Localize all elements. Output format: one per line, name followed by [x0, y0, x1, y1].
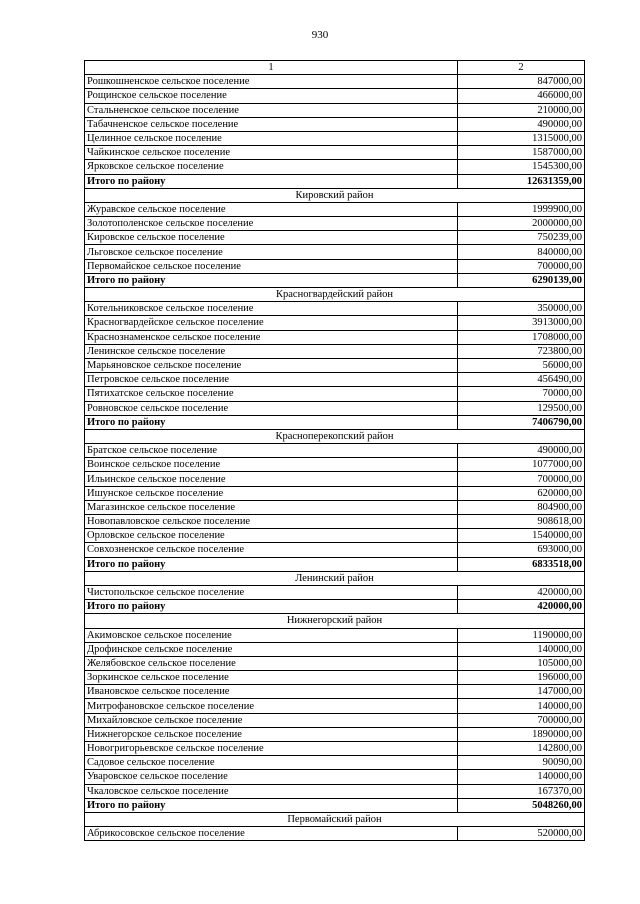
district-heading-row [85, 812, 585, 826]
column-header-1: 1 [85, 61, 458, 75]
district-total-row [85, 557, 585, 571]
total-label: Итого по району [85, 174, 458, 188]
settlement-name: Льговское сельское поселение [85, 245, 458, 259]
total-amount: 5048260,00 [458, 798, 585, 812]
settlement-name: Новопавловское сельское поселение [85, 515, 458, 529]
settlement-amount: 129500,00 [458, 401, 585, 415]
table-row [85, 656, 585, 670]
district-heading-row [85, 571, 585, 585]
district-name: Красноперекопский район [85, 429, 585, 443]
settlement-amount: 804900,00 [458, 500, 585, 514]
table-row [85, 543, 585, 557]
table-row [85, 316, 585, 330]
district-heading-row [85, 188, 585, 202]
settlement-amount: 3913000,00 [458, 316, 585, 330]
settlement-name: Ярковское сельское поселение [85, 160, 458, 174]
settlement-name: Уваровское сельское поселение [85, 770, 458, 784]
settlement-amount: 1999900,00 [458, 202, 585, 216]
district-total-row [85, 798, 585, 812]
total-label: Итого по району [85, 557, 458, 571]
settlement-amount: 700000,00 [458, 259, 585, 273]
settlement-name: Митрофановское сельское поселение [85, 699, 458, 713]
settlement-name: Желябовское сельское поселение [85, 656, 458, 670]
settlement-amount: 56000,00 [458, 358, 585, 372]
table-row [85, 770, 585, 784]
settlement-amount: 140000,00 [458, 770, 585, 784]
total-amount: 7406790,00 [458, 415, 585, 429]
district-name: Красногвардейский район [85, 288, 585, 302]
settlement-amount: 490000,00 [458, 444, 585, 458]
settlement-amount: 1890000,00 [458, 727, 585, 741]
column-header-2: 2 [458, 61, 585, 75]
settlement-amount: 140000,00 [458, 699, 585, 713]
settlement-name: Дрофинское сельское поселение [85, 642, 458, 656]
table-row [85, 89, 585, 103]
total-amount: 6290139,00 [458, 273, 585, 287]
settlement-amount: 1540000,00 [458, 529, 585, 543]
table-row [85, 444, 585, 458]
settlement-name: Петровское сельское поселение [85, 373, 458, 387]
settlement-name: Магазинское сельское поселение [85, 500, 458, 514]
table-row [85, 628, 585, 642]
table-row [85, 784, 585, 798]
table-row [85, 713, 585, 727]
table-row [85, 217, 585, 231]
table-row [85, 529, 585, 543]
settlement-name: Акимовское сельское поселение [85, 628, 458, 642]
settlement-name: Ильинское сельское поселение [85, 472, 458, 486]
settlement-name: Садовое сельское поселение [85, 756, 458, 770]
settlement-name: Чистопольское сельское поселение [85, 585, 458, 599]
district-name: Кировский район [85, 188, 585, 202]
settlement-name: Орловское сельское поселение [85, 529, 458, 543]
settlement-amount: 147000,00 [458, 685, 585, 699]
settlement-amount: 167370,00 [458, 784, 585, 798]
table-row [85, 401, 585, 415]
table-row [85, 500, 585, 514]
district-heading-row [85, 288, 585, 302]
settlement-amount: 196000,00 [458, 671, 585, 685]
settlement-name: Ишунское сельское поселение [85, 486, 458, 500]
table-row [85, 756, 585, 770]
table-row [85, 685, 585, 699]
table-row [85, 727, 585, 741]
settlement-name: Марьяновское сельское поселение [85, 358, 458, 372]
table-row [85, 231, 585, 245]
settlement-name: Братское сельское поселение [85, 444, 458, 458]
table-row [85, 202, 585, 216]
settlement-amount: 750239,00 [458, 231, 585, 245]
table-row [85, 160, 585, 174]
settlement-name: Краснознаменское сельское поселение [85, 330, 458, 344]
settlement-name: Кировское сельское поселение [85, 231, 458, 245]
district-total-row [85, 273, 585, 287]
settlement-name: Нижнегорское сельское поселение [85, 727, 458, 741]
table-row [85, 642, 585, 656]
page-number: 930 [311, 29, 329, 41]
settlement-amount: 490000,00 [458, 117, 585, 131]
table-row [85, 486, 585, 500]
table-row [85, 146, 585, 160]
table-row [85, 373, 585, 387]
district-name: Первомайский район [85, 812, 585, 826]
table-row [85, 515, 585, 529]
settlement-name: Пятихатское сельское поселение [85, 387, 458, 401]
total-amount: 6833518,00 [458, 557, 585, 571]
settlement-name: Журавское сельское поселение [85, 202, 458, 216]
settlement-amount: 840000,00 [458, 245, 585, 259]
settlement-name: Совхозненское сельское поселение [85, 543, 458, 557]
settlement-name: Ровновское сельское поселение [85, 401, 458, 415]
settlement-amount: 210000,00 [458, 103, 585, 117]
settlement-amount: 1315000,00 [458, 131, 585, 145]
table-row [85, 302, 585, 316]
table-row [85, 344, 585, 358]
settlement-amount: 1708000,00 [458, 330, 585, 344]
settlement-name: Золотополенское сельское поселение [85, 217, 458, 231]
settlement-amount: 723800,00 [458, 344, 585, 358]
table-row [85, 472, 585, 486]
table-header-row [85, 61, 585, 75]
table-row [85, 742, 585, 756]
district-total-row [85, 415, 585, 429]
total-amount: 12631359,00 [458, 174, 585, 188]
settlement-name: Рощинское сельское поселение [85, 89, 458, 103]
settlement-name: Чайкинское сельское поселение [85, 146, 458, 160]
settlement-amount: 466000,00 [458, 89, 585, 103]
settlement-name: Ивановское сельское поселение [85, 685, 458, 699]
settlement-amount: 420000,00 [458, 585, 585, 599]
total-label: Итого по району [85, 798, 458, 812]
total-label: Итого по району [85, 273, 458, 287]
settlement-name: Зоркинское сельское поселение [85, 671, 458, 685]
settlement-name: Рошкошненское сельское поселение [85, 75, 458, 89]
district-heading-row [85, 429, 585, 443]
table-row [85, 245, 585, 259]
settlement-amount: 90090,00 [458, 756, 585, 770]
budget-table-body [85, 61, 585, 841]
district-heading-row [85, 614, 585, 628]
settlement-amount: 693000,00 [458, 543, 585, 557]
settlement-name: Абрикосовское сельское поселение [85, 827, 458, 841]
table-row [85, 387, 585, 401]
table-row [85, 358, 585, 372]
settlement-name: Чкаловское сельское поселение [85, 784, 458, 798]
settlement-amount: 520000,00 [458, 827, 585, 841]
table-row [85, 330, 585, 344]
district-total-row [85, 600, 585, 614]
settlement-amount: 142800,00 [458, 742, 585, 756]
settlement-amount: 140000,00 [458, 642, 585, 656]
total-label: Итого по району [85, 415, 458, 429]
settlement-name: Целинное сельское поселение [85, 131, 458, 145]
district-name: Ленинский район [85, 571, 585, 585]
settlement-amount: 620000,00 [458, 486, 585, 500]
settlement-name: Табачненское сельское поселение [85, 117, 458, 131]
total-amount: 420000,00 [458, 600, 585, 614]
settlement-name: Стальненское сельское поселение [85, 103, 458, 117]
table-row [85, 585, 585, 599]
settlement-name: Михайловское сельское поселение [85, 713, 458, 727]
district-total-row [85, 174, 585, 188]
settlement-amount: 70000,00 [458, 387, 585, 401]
total-label: Итого по району [85, 600, 458, 614]
table-row [85, 117, 585, 131]
settlement-amount: 1545300,00 [458, 160, 585, 174]
table-row [85, 103, 585, 117]
settlement-name: Новогригорьевское сельское поселение [85, 742, 458, 756]
table-row [85, 131, 585, 145]
budget-table [84, 60, 585, 841]
table-row [85, 699, 585, 713]
settlement-name: Красногвардейское сельское поселение [85, 316, 458, 330]
table-row [85, 75, 585, 89]
settlement-amount: 847000,00 [458, 75, 585, 89]
settlement-amount: 350000,00 [458, 302, 585, 316]
settlement-amount: 1587000,00 [458, 146, 585, 160]
district-name: Нижнегорский район [85, 614, 585, 628]
settlement-amount: 1190000,00 [458, 628, 585, 642]
table-row [85, 827, 585, 841]
settlement-name: Ленинское сельское поселение [85, 344, 458, 358]
settlement-amount: 700000,00 [458, 713, 585, 727]
table-row [85, 259, 585, 273]
table-row [85, 458, 585, 472]
settlement-amount: 700000,00 [458, 472, 585, 486]
settlement-amount: 105000,00 [458, 656, 585, 670]
settlement-amount: 456490,00 [458, 373, 585, 387]
settlement-amount: 1077000,00 [458, 458, 585, 472]
settlement-amount: 2000000,00 [458, 217, 585, 231]
table-row [85, 671, 585, 685]
settlement-name: Котельниковское сельское поселение [85, 302, 458, 316]
settlement-name: Воинское сельское поселение [85, 458, 458, 472]
settlement-amount: 908618,00 [458, 515, 585, 529]
settlement-name: Первомайское сельское поселение [85, 259, 458, 273]
